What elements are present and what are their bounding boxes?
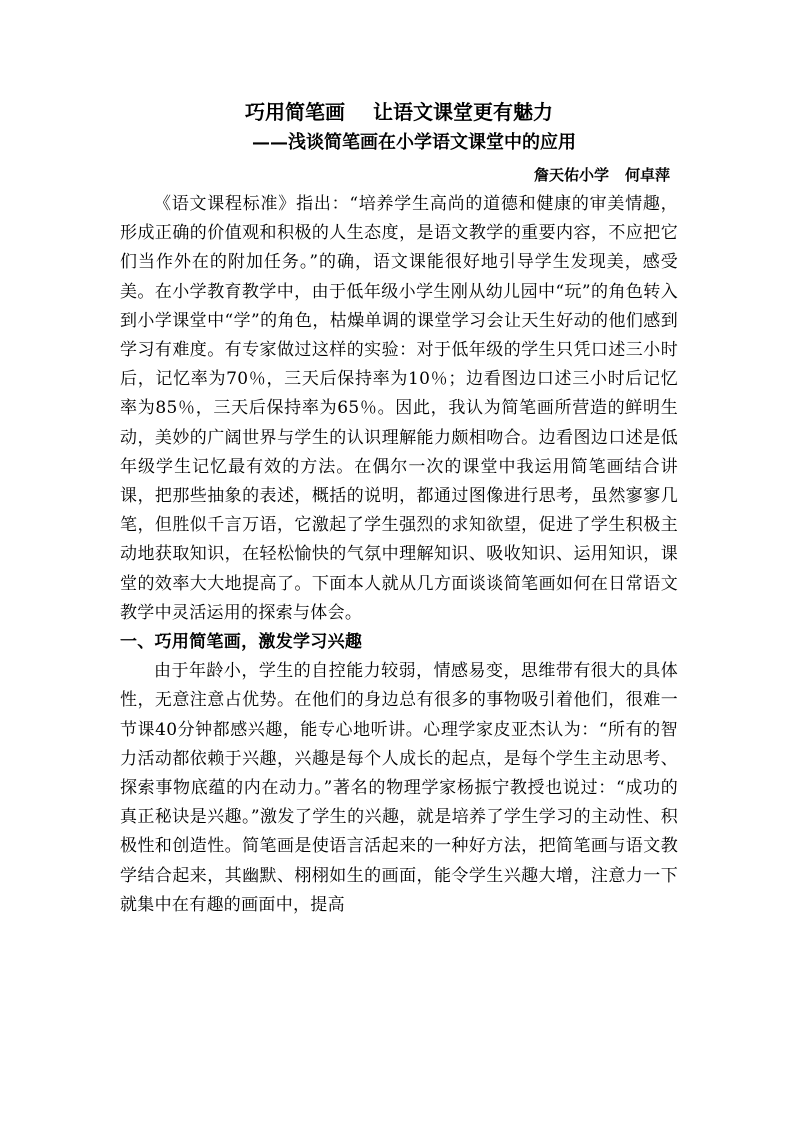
- section-heading: 一、巧用简笔画，激发学习兴趣: [120, 632, 363, 653]
- page-subtitle: ——浅谈简笔画在小学语文课堂中的应用: [252, 132, 576, 153]
- intro-paragraph: 《语文课程标准》指出：“培养学生高尚的道德和健康的审美情趣，形成正确的价值观和积极的人生态度，是语文教学的重要内容，不应把它们当作外在的附加任务。”的确，语文课能很好地引导学生发现美，感受美。在小学教育教学中，由于低年级小学生刚从幼儿园中“玩”的角色转入到小学课堂中“学”的角色，枯燥单调的课堂学习会让天生好动的他们感到学习有难度。有专家做过这样的实验：对于低年级的学生只凭口述三小时后，记忆率为70％，三天后保持率为10％；边看图边口述三小时后记忆率为85％，三天后保持率为65％。因此，我认为简笔画所营造的鲜明生动，美妙的广阔世界与学生的认识理解能力颇相吻合。边看图边口述是低年级学生记忆最有效的方法。在偶尔一次的课堂中我运用简笔画结合讲课，把那些抽象的表述，概括的说明，都通过图像进行思考，虽然寥寥几笔，但胜似千言万语，它激起了学生强烈的求知欲望，促进了学生积极主动地获取知识，在轻松愉快的气氛中理解知识、吸收知识、运用知识，课堂的效率大大地提高了。下面本人就从几方面谈谈简笔画如何在日常语文教学中灵活运用的探索与体会。: [120, 194, 678, 623]
- title-part-2: 让语文课堂更有魅力: [373, 100, 553, 124]
- document-page: [120, 96, 678, 920]
- author-name: 何卓萍: [624, 166, 670, 184]
- page-title: [120, 96, 678, 128]
- body-paragraph: 由于年龄小，学生的自控能力较弱，情感易变，思维带有很大的具体性，无意注意占优势。在他们的身边总有很多的事物吸引着他们，很难一节课40分钟都感兴趣，能专心地听讲。心理学家皮亚杰认为：“所有的智力活动都依赖于兴趣，兴趣是每个人成长的起点，是每个学生主动思考、探索事物底蕴的内在动力。”著名的物理学家杨振宁教授也说过：“成功的真正秘诀是兴趣。”激发了学生的兴趣，就是培养了学生学习的主动性、积极性和创造性。简笔画是使语言活起来的一种好方法，把简笔画与语文教学结合起来，其幽默、栩栩如生的画面，能令学生兴趣大增，注意力一下就集中在有趣的画面中，提高: [120, 661, 678, 915]
- title-part-1: 巧用简笔画: [245, 100, 345, 124]
- author-school: 詹天佑小学: [533, 166, 609, 184]
- author-line: [120, 162, 678, 188]
